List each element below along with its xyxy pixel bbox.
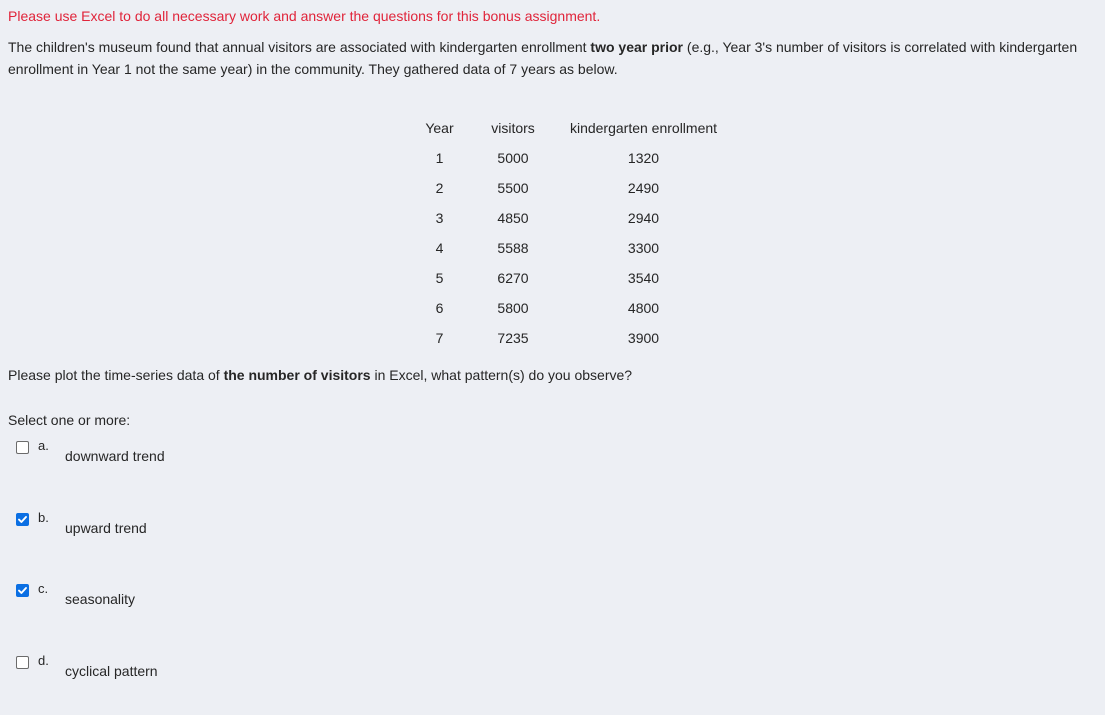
cell-enrollment: 3900 <box>627 330 660 346</box>
cell-year: 7 <box>435 330 444 346</box>
cell-visitors: 5800 <box>497 300 529 316</box>
table-row <box>413 293 727 323</box>
cell-visitors: 5500 <box>497 180 529 196</box>
cell-visitors: 4850 <box>497 210 529 226</box>
option-label[interactable]: downward trend <box>65 448 165 464</box>
checkmark-icon <box>17 514 28 525</box>
option-b[interactable] <box>16 510 416 549</box>
cell-enrollment: 1320 <box>627 150 660 166</box>
cell-visitors: 7235 <box>497 330 529 346</box>
option-a[interactable] <box>16 438 416 477</box>
cell-enrollment: 2490 <box>627 180 660 196</box>
cell-year: 2 <box>435 180 444 196</box>
option-letter: a. <box>38 438 49 453</box>
cell-visitors: 6270 <box>497 270 529 286</box>
header-visitors: visitors <box>491 120 535 136</box>
option-label[interactable]: seasonality <box>65 591 136 607</box>
table-row <box>413 263 727 293</box>
cell-year: 3 <box>435 210 444 226</box>
select-prompt: Select one or more: <box>8 412 131 428</box>
option-d[interactable] <box>16 653 416 692</box>
option-letter: b. <box>38 510 49 525</box>
table-row <box>413 203 727 233</box>
checkbox-c[interactable] <box>16 584 29 597</box>
cell-year: 5 <box>435 270 444 286</box>
table-row <box>413 233 727 263</box>
checkbox-b[interactable] <box>16 513 29 526</box>
cell-year: 4 <box>435 240 444 256</box>
cell-visitors: 5000 <box>497 150 529 166</box>
question-text-2: in Excel, what pattern(s) do you observe? <box>370 367 633 383</box>
table-row <box>413 323 727 353</box>
option-letter: c. <box>38 581 49 596</box>
cell-enrollment: 4800 <box>627 300 660 316</box>
header-enrollment: kindergarten enrollment <box>569 120 718 136</box>
table-row <box>413 173 727 203</box>
checkmark-icon <box>17 585 28 596</box>
intro-bold-text: two year prior <box>590 39 684 55</box>
option-label[interactable]: upward trend <box>65 520 147 536</box>
intro-text-1: The children's museum found that annual visitors are associated with kindergarten enrollment <box>8 39 591 55</box>
data-table <box>413 113 727 353</box>
cell-enrollment: 3540 <box>627 270 660 286</box>
checkbox-d[interactable] <box>16 656 29 669</box>
question-bold-text: the number of visitors <box>223 367 371 383</box>
option-label[interactable]: cyclical pattern <box>65 663 158 679</box>
cell-visitors: 5588 <box>497 240 529 256</box>
checkbox-a[interactable] <box>16 441 29 454</box>
question-text <box>8 366 632 384</box>
cell-year: 1 <box>435 150 444 166</box>
assignment-notice: Please use Excel to do all necessary work and answer the questions for this bonus assignment. <box>8 8 601 24</box>
option-c[interactable] <box>16 581 416 620</box>
header-year: Year <box>425 120 454 136</box>
option-letter: d. <box>38 653 49 668</box>
cell-enrollment: 2940 <box>627 210 660 226</box>
cell-enrollment: 3300 <box>627 240 660 256</box>
table-row <box>413 143 727 173</box>
intro-text-2: (e.g., Year 3's number of visitors is correlated with kindergarten enrollment in Year 1 not the same year) in the community. They gathered data of 7 years as below. <box>8 39 1078 77</box>
question-text-1: Please plot the time-series data of <box>8 367 224 383</box>
table-header-row <box>413 113 727 143</box>
cell-year: 6 <box>435 300 444 316</box>
intro-paragraph <box>8 36 1093 80</box>
